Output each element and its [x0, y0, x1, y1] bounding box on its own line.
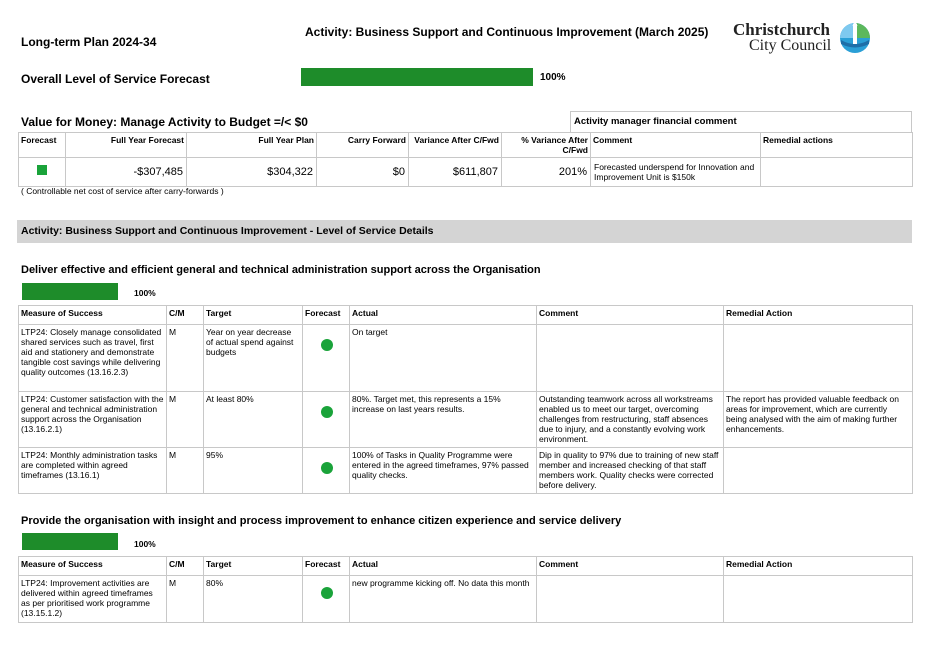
- s2-header-comment: Comment: [537, 557, 724, 576]
- s2-header-cm: C/M: [167, 557, 204, 576]
- target-cell: 80%: [204, 576, 303, 623]
- cm-cell: M: [167, 392, 204, 448]
- activity-title: Activity: Business Support and Continuous Improvement (March 2025): [305, 25, 709, 39]
- s1-header-measure: Measure of Success: [19, 306, 167, 325]
- logo-text-1: Christchurch: [733, 20, 830, 39]
- forecast-cell: [303, 325, 350, 392]
- fin-full-year-forecast: -$307,485: [66, 158, 187, 187]
- manager-comment-title: Activity manager financial comment: [570, 111, 912, 132]
- green-status-dot-icon: [321, 462, 333, 474]
- actual-cell: 100% of Tasks in Quality Programme were entered in the agreed timeframes, 97% passed quality checks.: [350, 448, 537, 494]
- comment-cell: [537, 576, 724, 623]
- s2-header-forecast: Forecast: [303, 557, 350, 576]
- section-2-table: [18, 556, 913, 623]
- forecast-cell: [303, 392, 350, 448]
- forecast-cell: [303, 576, 350, 623]
- actual-cell: new programme kicking off. No data this month: [350, 576, 537, 623]
- fin-carry-forward: $0: [317, 158, 409, 187]
- fin-header-variance: Variance After C/Fwd: [409, 133, 502, 158]
- s2-header-measure: Measure of Success: [19, 557, 167, 576]
- comment-cell: [537, 325, 724, 392]
- cathedral-logo-icon: [837, 20, 873, 56]
- comment-cell: Outstanding teamwork across all workstreams enabled us to meet our target, overcoming challenges from restructuring, staff absences due to injury, and a constantly evolving work environment.: [537, 392, 724, 448]
- section-1-progress-bar: [22, 283, 118, 300]
- s1-header-remedial: Remedial Action: [724, 306, 913, 325]
- s2-header-remedial: Remedial Action: [724, 557, 913, 576]
- finance-note: ( Controllable net cost of service after carry-forwards ): [21, 186, 224, 196]
- overall-label: Overall Level of Service Forecast: [21, 72, 210, 86]
- table-row: [19, 576, 913, 623]
- section-2-progress-fill: [22, 533, 118, 550]
- table-row: [19, 392, 913, 448]
- target-cell: Year on year decrease of actual spend against budgets: [204, 325, 303, 392]
- finance-row: [19, 158, 913, 187]
- s1-header-cm: C/M: [167, 306, 204, 325]
- overall-progress-fill: [301, 68, 533, 86]
- council-logo: [733, 20, 878, 60]
- fin-header-forecast: Forecast: [19, 133, 66, 158]
- green-status-dot-icon: [321, 587, 333, 599]
- section-1-title: Deliver effective and efficient general and technical administration support across the Organisation: [21, 264, 541, 276]
- section-1-progress-fill: [22, 283, 118, 300]
- fin-header-pct-variance: % Variance After C/Fwd: [502, 133, 591, 158]
- fin-header-full-year-forecast: Full Year Forecast: [66, 133, 187, 158]
- finance-table: [18, 132, 913, 187]
- s1-header-forecast: Forecast: [303, 306, 350, 325]
- section-1-percent: 100%: [134, 288, 156, 298]
- fin-header-full-year-plan: Full Year Plan: [187, 133, 317, 158]
- logo-text-2: City Council: [749, 37, 832, 54]
- green-status-dot-icon: [321, 339, 333, 351]
- overall-percent: 100%: [540, 72, 566, 83]
- s1-header-target: Target: [204, 306, 303, 325]
- section-2-progress-bar: [22, 533, 118, 550]
- target-cell: At least 80%: [204, 392, 303, 448]
- remedial-cell: [724, 576, 913, 623]
- green-status-dot-icon: [321, 406, 333, 418]
- s1-header-comment: Comment: [537, 306, 724, 325]
- remedial-cell: [724, 448, 913, 494]
- actual-cell: On target: [350, 325, 537, 392]
- measure-cell: LTP24: Improvement activities are delivered within agreed timeframes as per prioritised work programme (13.15.1.2): [19, 576, 167, 623]
- s2-header-target: Target: [204, 557, 303, 576]
- actual-cell: 80%. Target met, this represents a 15% increase on last years results.: [350, 392, 537, 448]
- fin-full-year-plan: $304,322: [187, 158, 317, 187]
- cm-cell: M: [167, 576, 204, 623]
- cm-cell: M: [167, 448, 204, 494]
- target-cell: 95%: [204, 448, 303, 494]
- fin-pct-variance: 201%: [502, 158, 591, 187]
- fin-variance: $611,807: [409, 158, 502, 187]
- s2-header-actual: Actual: [350, 557, 537, 576]
- fin-remedial: [761, 158, 913, 187]
- section-1-table: [18, 305, 913, 494]
- table-row: [19, 325, 913, 392]
- remedial-cell: [724, 325, 913, 392]
- plan-title: Long-term Plan 2024-34: [21, 35, 157, 49]
- measure-cell: LTP24: Customer satisfaction with the general and technical administration support across the Organisation (13.16.2.1): [19, 392, 167, 448]
- section-2-title: Provide the organisation with insight and process improvement to enhance citizen experience and service delivery: [21, 515, 622, 527]
- comment-cell: Dip in quality to 97% due to training of new staff member and increased checking of that staff members work. Quality checks were corrected before delivery.: [537, 448, 724, 494]
- fin-header-comment: Comment: [591, 133, 761, 158]
- fin-forecast-status: [19, 158, 66, 187]
- fin-header-carry-forward: Carry Forward: [317, 133, 409, 158]
- details-banner: Activity: Business Support and Continuous Improvement - Level of Service Details: [17, 220, 912, 243]
- measure-cell: LTP24: Monthly administration tasks are completed within agreed timeframes (13.16.1): [19, 448, 167, 494]
- finance-title: Value for Money: Manage Activity to Budget =/< $0: [21, 115, 308, 129]
- remedial-cell: The report has provided valuable feedback on areas for improvement, which are currently being analysed with the aim of making further enhancements.: [724, 392, 913, 448]
- green-status-square-icon: [37, 165, 47, 175]
- measure-cell: LTP24: Closely manage consolidated shared services such as travel, first aid and stationery and demonstrate tangible cost savings while delivering quality outcomes (13.16.2.3): [19, 325, 167, 392]
- forecast-cell: [303, 448, 350, 494]
- section-2-percent: 100%: [134, 539, 156, 549]
- s1-header-actual: Actual: [350, 306, 537, 325]
- fin-header-remedial: Remedial actions: [761, 133, 913, 158]
- overall-progress-bar: [301, 68, 533, 86]
- table-row: [19, 448, 913, 494]
- cm-cell: M: [167, 325, 204, 392]
- fin-comment: Forecasted underspend for Innovation and Improvement Unit is $150k: [591, 158, 761, 187]
